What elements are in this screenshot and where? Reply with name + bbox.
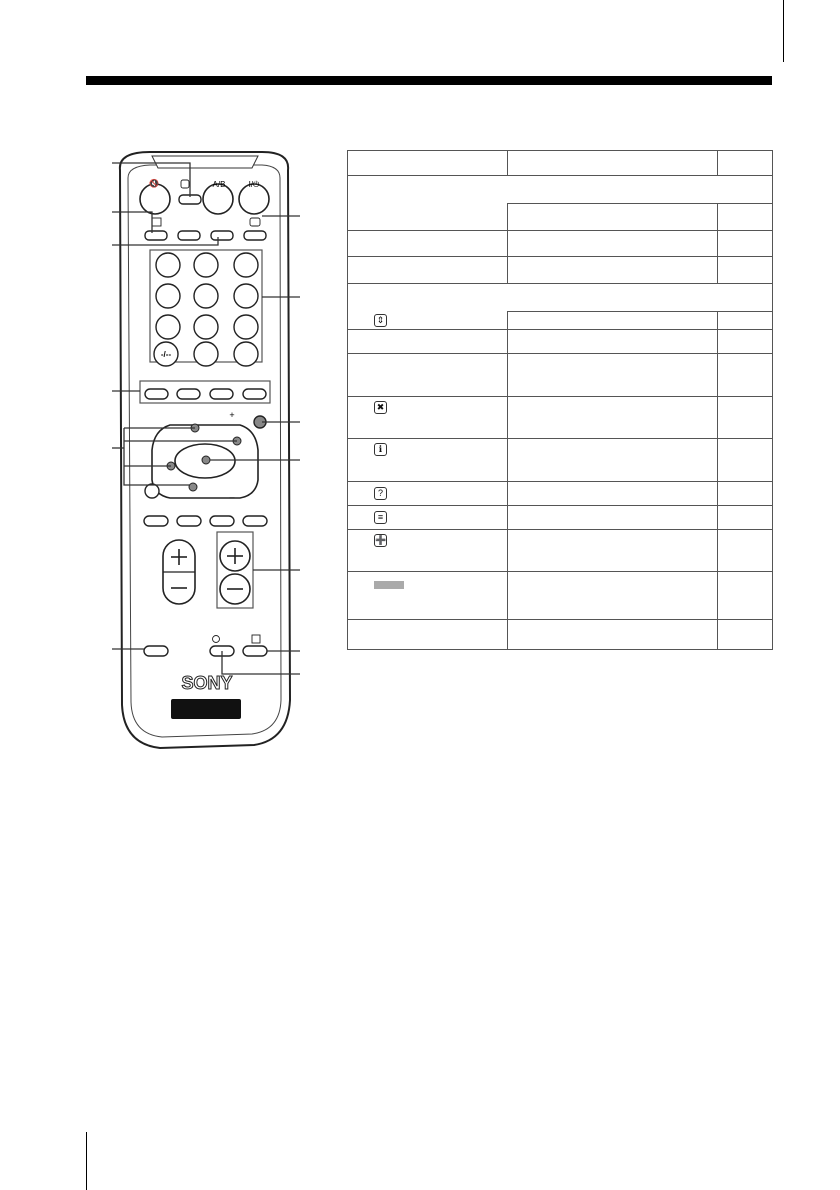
- teletext-button[interactable]: [145, 231, 167, 240]
- remote-control-illustration: [0, 0, 340, 780]
- table-cell: [348, 204, 508, 231]
- double-digit-label: -/--: [160, 350, 172, 359]
- sony-logo: SONY: [181, 673, 233, 693]
- table-cell: [348, 354, 508, 397]
- table-row: [348, 506, 773, 530]
- tv-button[interactable]: [144, 646, 168, 656]
- down-button[interactable]: [189, 483, 197, 491]
- lower-button[interactable]: [177, 516, 201, 526]
- table-row: [348, 231, 773, 257]
- digit-button[interactable]: [156, 315, 180, 339]
- table-cell: [718, 506, 773, 530]
- digit-button[interactable]: [194, 315, 218, 339]
- table-cell: [348, 176, 773, 204]
- grey-color-bar: [374, 581, 404, 589]
- table-row: [348, 354, 773, 397]
- digit-button[interactable]: [156, 284, 180, 308]
- plus-label: +: [229, 410, 235, 420]
- teletext-list-icon: ≡: [374, 511, 387, 524]
- table-cell: [718, 482, 773, 506]
- green-button[interactable]: [177, 389, 200, 399]
- ir-window: [171, 699, 241, 719]
- digit-button[interactable]: [156, 253, 180, 277]
- table-header-row: [348, 151, 773, 176]
- table-cell: [508, 572, 718, 620]
- info-reveal-icon: ℹ: [374, 443, 387, 456]
- screen-button[interactable]: [244, 231, 266, 240]
- table-cell: [348, 151, 508, 176]
- table-cell: [348, 506, 508, 530]
- table-row: [348, 330, 773, 354]
- table-cell: [508, 312, 718, 330]
- table-row: [348, 257, 773, 284]
- table-cell: [508, 231, 718, 257]
- table-cell: [508, 151, 718, 176]
- power-label: I/⏻: [248, 180, 260, 189]
- table-cell: [718, 231, 773, 257]
- table-cell: [718, 397, 773, 439]
- table-section-row: [348, 284, 773, 312]
- table-cell: [508, 257, 718, 284]
- table-cell: [718, 530, 773, 572]
- table-cell: [348, 231, 508, 257]
- lower-button[interactable]: [144, 516, 168, 526]
- table-cell: [718, 620, 773, 650]
- table-cell: [508, 397, 718, 439]
- table-row: [348, 572, 773, 620]
- minus-label: –: [229, 492, 235, 502]
- blank-button[interactable]: [178, 231, 200, 240]
- lower-button[interactable]: [210, 516, 234, 526]
- split-screen-icon: ➕: [375, 535, 387, 545]
- table-cell: [718, 439, 773, 482]
- digit-button[interactable]: [194, 342, 218, 366]
- mute-icon: 🔇: [149, 179, 159, 188]
- ab-label: A/B: [212, 180, 226, 189]
- table-cell: [718, 257, 773, 284]
- mute-button[interactable]: [140, 184, 170, 214]
- table-cell: [348, 284, 773, 312]
- table-cell: [508, 439, 718, 482]
- wide-mode-icon: ⇕: [374, 314, 387, 327]
- table-row: [348, 530, 773, 572]
- table-section-row: [348, 176, 773, 204]
- table-cell: [348, 439, 508, 482]
- digit-button[interactable]: [234, 284, 258, 308]
- table-row: [348, 312, 773, 330]
- back-button[interactable]: [145, 484, 159, 498]
- table-cell: [348, 397, 508, 439]
- table-cell: [348, 330, 508, 354]
- table-cell: [348, 530, 508, 572]
- table-cell: [718, 151, 773, 176]
- table-cell: [718, 572, 773, 620]
- table-cell: [348, 620, 508, 650]
- digit-button[interactable]: [234, 315, 258, 339]
- question-icon: ?: [374, 487, 387, 500]
- table-cell: [718, 330, 773, 354]
- table-cell: [348, 257, 508, 284]
- table-cell: [348, 482, 508, 506]
- volume-rocker[interactable]: [163, 540, 195, 604]
- table-cell: [508, 482, 718, 506]
- table-row: [348, 397, 773, 439]
- table-row: [348, 439, 773, 482]
- table-cell: [718, 312, 773, 330]
- yellow-button[interactable]: [210, 389, 233, 399]
- table-cell: [508, 530, 718, 572]
- table-cell: [348, 312, 508, 330]
- table-row: [348, 620, 773, 650]
- table-cell: [348, 572, 508, 620]
- table-cell: [508, 354, 718, 397]
- table-row: [348, 204, 773, 231]
- digit-button[interactable]: [234, 342, 258, 366]
- ok-dot: [202, 456, 210, 464]
- input-button[interactable]: [211, 231, 233, 240]
- table-row: [348, 482, 773, 506]
- lower-button[interactable]: [243, 516, 267, 526]
- table-cell: [718, 354, 773, 397]
- page-footer-line: [86, 1132, 87, 1190]
- digit-button[interactable]: [234, 253, 258, 277]
- cancel-x-icon: ✖: [374, 401, 387, 414]
- table-cell: [508, 330, 718, 354]
- timer-button[interactable]: [243, 646, 267, 656]
- page-edge-line: [783, 0, 784, 62]
- table-cell: [508, 620, 718, 650]
- table-cell: [718, 204, 773, 231]
- table-cell: [508, 204, 718, 231]
- table-cell: [508, 506, 718, 530]
- digit-button[interactable]: [194, 253, 218, 277]
- digit-button[interactable]: [194, 284, 218, 308]
- red-button[interactable]: [145, 389, 168, 399]
- reference-table: [347, 150, 773, 650]
- blue-button[interactable]: [243, 389, 266, 399]
